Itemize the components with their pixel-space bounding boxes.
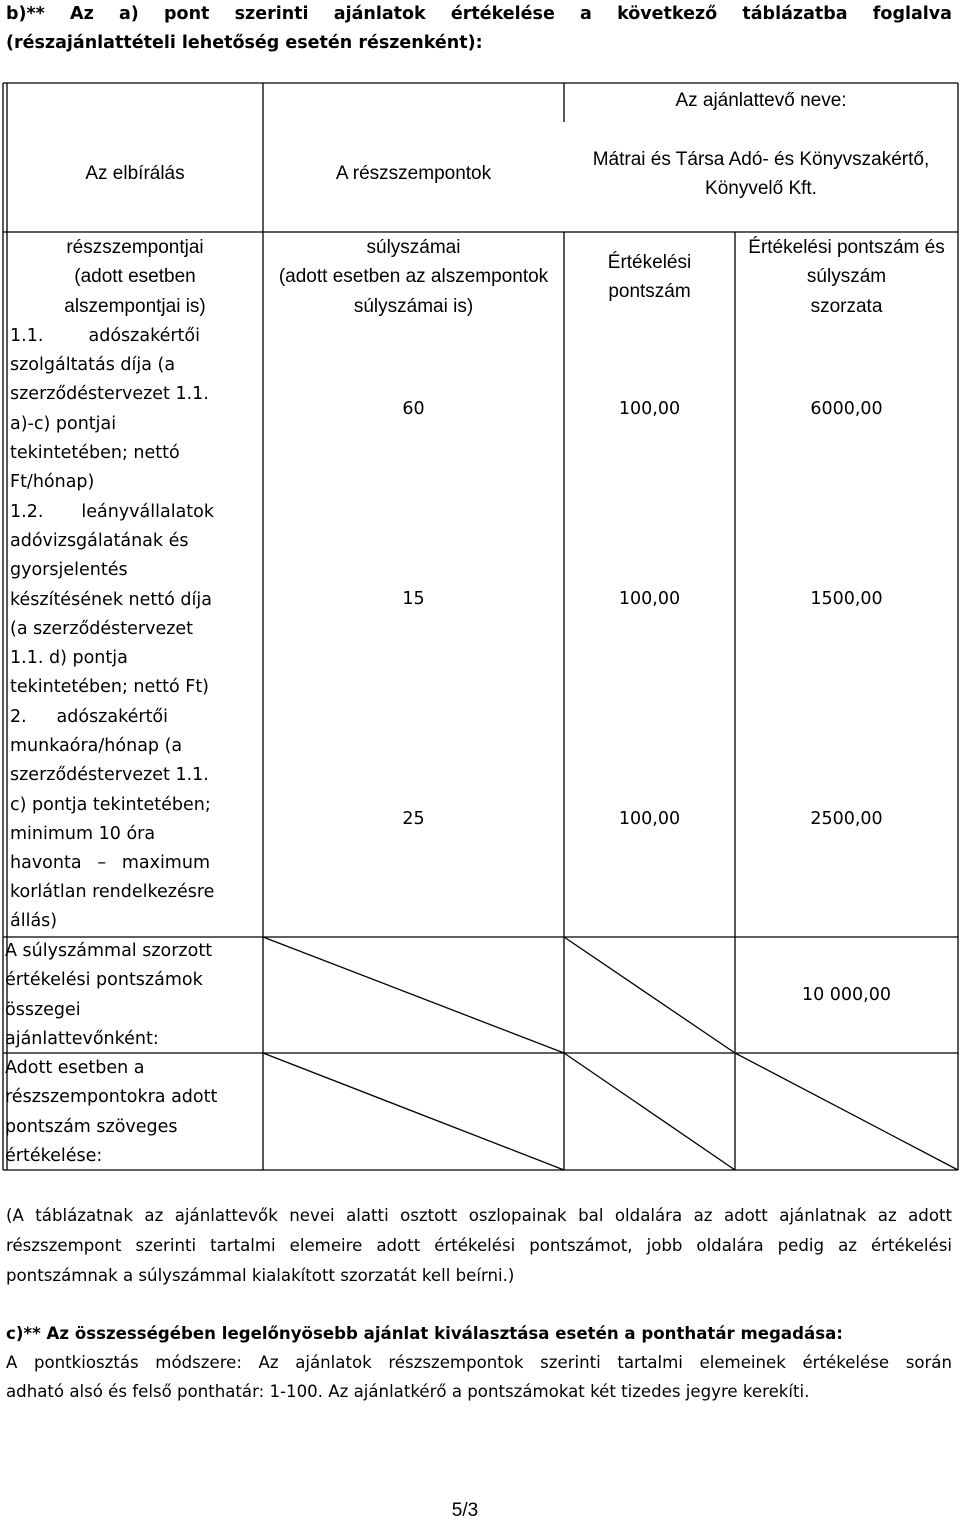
header-bidder-name-line2: Könyvelő Kft. <box>705 178 817 199</box>
header-col4-sub-line: Értékelési pontszám és <box>748 237 945 258</box>
row1-line: a)-c) pontjai <box>10 413 117 434</box>
row2-line: (a szerződéstervezet <box>10 618 194 639</box>
header-col1-sub-line: (adott esetben <box>74 266 196 288</box>
row3-line: c) pontja tekintetében; <box>10 794 211 815</box>
row3-line: minimum 10 óra <box>10 823 156 844</box>
row1-criterion-rest <box>10 351 260 497</box>
text-row-label <box>5 1054 260 1171</box>
row2-line: tekintetében; nettó Ft) <box>10 677 210 698</box>
row3-criterion-end <box>10 878 260 937</box>
row3-product: 2500,00 <box>810 809 883 829</box>
row2-score: 100,00 <box>618 589 681 609</box>
row2-line: 1.1. d) pontja <box>10 648 128 669</box>
page-number: 5/3 <box>451 1500 479 1521</box>
row2-criterion-rest <box>10 527 260 703</box>
row1-score: 100,00 <box>618 399 681 419</box>
header-reszszempontok: A részszempontok <box>335 163 492 184</box>
row3-score: 100,00 <box>618 809 681 829</box>
header-bidder-name-line1: Mátrai és Társa Adó- és Könyvszakértő, <box>592 149 930 170</box>
sum-row-line: összegei <box>5 999 81 1020</box>
section-c-heading: c)** Az összességében legelőnyösebb ajánlat kiválasztása esetén a ponthatár megadása: <box>6 1324 843 1343</box>
header-col1-sub-line: alszempontjai is) <box>64 295 206 317</box>
header-col3-sub-line: pontszám <box>608 281 691 303</box>
note-line1: (A táblázatnak az ajánlattevők nevei alatti osztott oszlopainak bal oldalára az adott ajánlatnak az adott <box>6 1206 952 1225</box>
header-col3-sub-line: Értékelési <box>607 252 692 273</box>
row2-line: adóvizsgálatának és <box>10 531 189 551</box>
sum-row-total: 10 000,00 <box>801 985 892 1005</box>
row3-line: korlátlan rendelkezésre <box>10 882 215 902</box>
header-col2-sub-line: súlyszámai is) <box>353 295 474 317</box>
header-col4-sub-line: szorzata <box>810 295 883 317</box>
note-line2: részszempont szerinti tartalmi elemeire adott értékelési pontszámot, jobb oldalára pedig az értékelési <box>6 1236 952 1255</box>
row1-line: tekintetében; nettó <box>10 442 180 463</box>
row2-line: készítésének nettó díja <box>10 589 212 610</box>
header-col3-sub <box>564 248 735 307</box>
row3-criterion <box>10 703 168 732</box>
text-row-line: pontszám szöveges <box>5 1116 178 1137</box>
row2-product: 1500,00 <box>810 589 883 609</box>
row1-product: 6000,00 <box>810 399 883 419</box>
row2-line: 1.2. leányvállalatok <box>10 502 214 522</box>
row1-weight: 60 <box>402 399 425 419</box>
header-elbiralas: Az elbírálás <box>85 163 185 184</box>
row3-criterion-mid <box>10 732 260 849</box>
header-col4-sub <box>735 233 958 321</box>
header-col2-sub <box>263 233 564 321</box>
text-row-line: értékelése: <box>5 1145 103 1166</box>
row3-line: munkaóra/hónap (a <box>10 736 183 756</box>
sum-row-line: ajánlattevőnként: <box>5 1028 159 1049</box>
row3-criterion-justified <box>10 849 210 878</box>
text-row-line: részszempontokra adott <box>5 1087 218 1108</box>
header-col2-sub-line: (adott esetben az alszempontok <box>278 266 549 288</box>
row1-criterion <box>10 322 200 351</box>
row1-line: szolgáltatás díja (a <box>10 355 176 375</box>
row1-line: szerződéstervezet 1.1. <box>10 384 209 405</box>
note-line3: pontszámnak a súlyszámmal kialakított szorzatát kell beírni.) <box>6 1266 515 1285</box>
row3-line: szerződéstervezet 1.1. <box>10 765 209 786</box>
row3-line: 2. adószakértői <box>10 707 168 727</box>
row3-line: állás) <box>10 911 58 932</box>
row3-line: havonta – maximum <box>10 853 210 873</box>
row1-line: Ft/hónap) <box>10 472 95 493</box>
section-c-line1: A pontkiosztás módszere: Az ajánlatok részszempontok szerinti tartalmi elemeinek értékelése során <box>6 1353 952 1372</box>
sum-row-line: A súlyszámmal szorzott <box>5 941 213 961</box>
header-col1-sub <box>7 233 263 321</box>
row2-weight: 15 <box>402 589 425 609</box>
header-col2-sub-line: súlyszámai <box>366 237 461 258</box>
row2-line: gyorsjelentés <box>10 560 128 581</box>
section-c-line2: adható alsó és felső ponthatár: 1-100. Az ajánlatkérő a pontszámokat két tizedes jegyre kerekíti. <box>6 1382 810 1401</box>
section-b-heading-line2: (részajánlattételi lehetőség esetén részenként): <box>6 33 483 53</box>
text-row-line: Adott esetben a <box>5 1058 145 1078</box>
row3-weight: 25 <box>402 809 425 829</box>
section-b-heading-line1: b)** Az a) pont szerinti ajánlatok értékelése a következő táblázatba foglalva <box>6 4 952 24</box>
sum-row-label <box>5 937 260 1054</box>
row1-line: 1.1. adószakértői <box>10 326 200 346</box>
sum-row-line: értékelési pontszámok <box>5 970 203 991</box>
header-col1-sub-line: részszempontjai <box>66 237 204 258</box>
header-bidder-label: Az ajánlattevő neve: <box>675 90 847 111</box>
row2-criterion <box>10 498 214 527</box>
header-col4-sub-line: súlyszám <box>806 266 887 288</box>
